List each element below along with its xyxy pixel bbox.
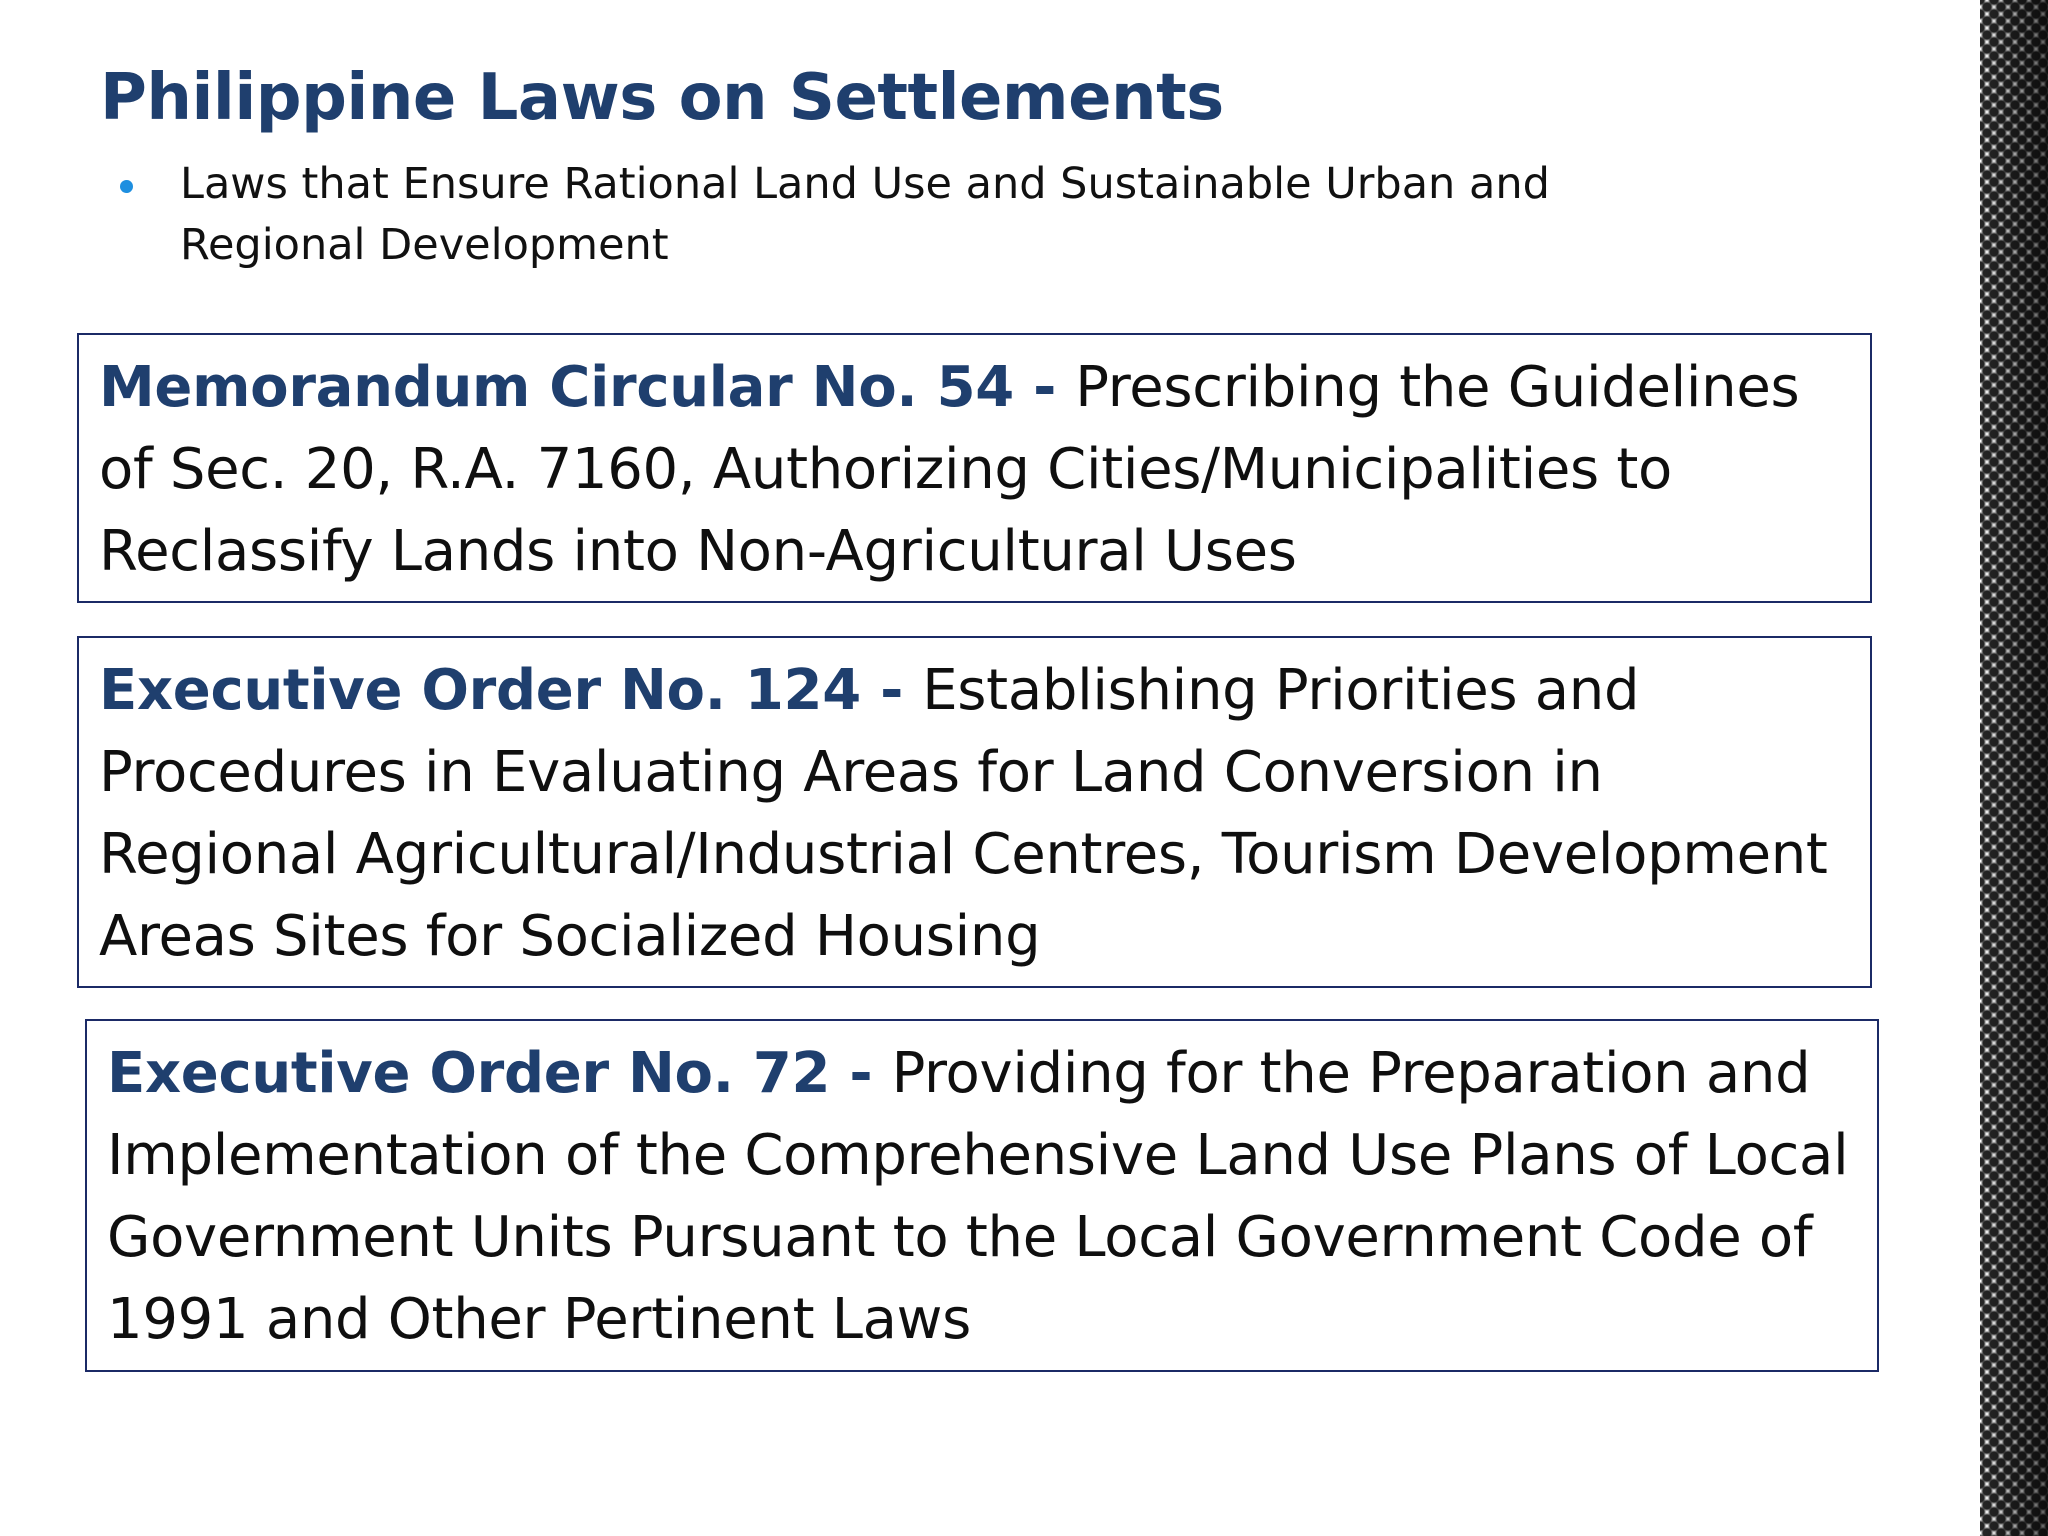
law-box-executive-order-72	[85, 1019, 1879, 1372]
slide-title: Philippine Laws on Settlements	[100, 61, 1224, 135]
halftone-edge-decoration	[1980, 0, 2048, 1536]
bullet-item	[100, 154, 1720, 276]
law-separator: -	[830, 1041, 892, 1106]
bullet-dot-icon	[120, 180, 133, 193]
law-description: Prescribing the Guidelines of Sec. 20, R.A. 7160, Authorizing Cities/Municipalities to Reclassify Lands into Non-Agricultural Uses	[99, 355, 1800, 584]
law-box-memorandum-circular-54	[77, 333, 1872, 603]
law-description: Providing for the Preparation and Implementation of the Comprehensive Land Use Plans of Local Government Units Pursuant to the Local Government Code of 1991 and Other Pertinent Laws	[107, 1041, 1849, 1352]
law-separator: -	[860, 658, 923, 723]
law-name: Executive Order No. 72	[107, 1041, 831, 1106]
law-name: Memorandum Circular No. 54	[99, 355, 1014, 420]
bullet-list	[100, 154, 1720, 276]
bullet-text: Laws that Ensure Rational Land Use and Sustainable Urban and Regional Development	[180, 159, 1550, 270]
law-description: Establishing Priorities and Procedures in Evaluating Areas for Land Conversion in Regional Agricultural/Industrial Centres, Tourism Development Areas Sites for Socialized Housing	[99, 658, 1828, 969]
law-box-executive-order-124	[77, 636, 1872, 988]
law-separator: -	[1013, 355, 1076, 420]
law-name: Executive Order No. 124	[99, 658, 861, 723]
